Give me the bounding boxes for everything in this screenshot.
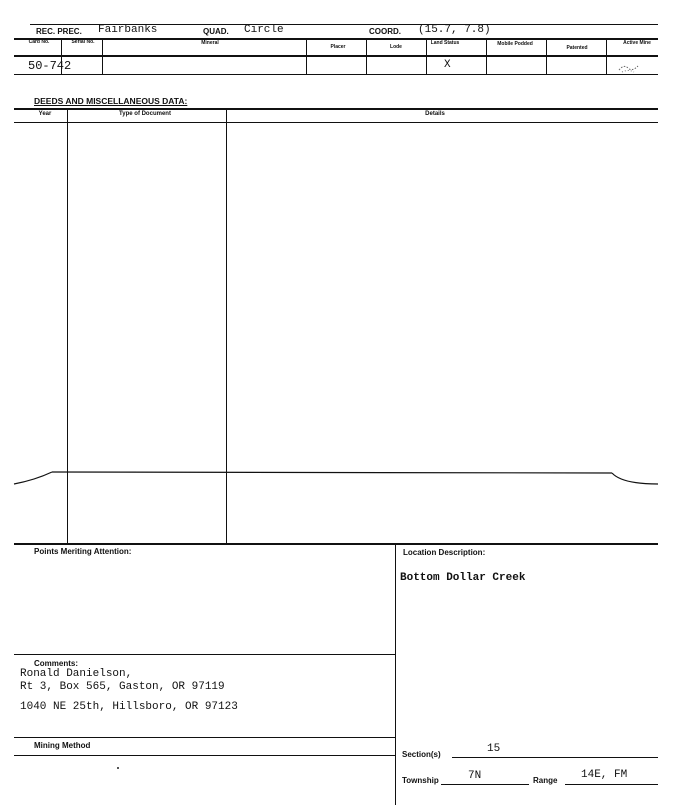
header-top-rule xyxy=(30,24,658,25)
col-serial-no: Serial No. xyxy=(71,39,95,45)
deeds-title: DEEDS AND MISCELLANEOUS DATA: xyxy=(34,96,188,106)
quad-value: Circle xyxy=(244,24,284,36)
col-divider xyxy=(486,38,487,74)
deeds-head-rule xyxy=(14,122,658,123)
location-label: Location Description: xyxy=(403,548,486,557)
comments-label: Comments: xyxy=(34,659,79,668)
township-value: 7N xyxy=(468,770,482,782)
stray-mark xyxy=(117,767,119,769)
col-land-status: Land Status xyxy=(430,40,460,46)
township-underline xyxy=(441,784,529,785)
col-details: Details xyxy=(425,111,445,117)
section-label: Section(s) xyxy=(402,750,441,759)
colhead-bottom-rule xyxy=(14,55,658,57)
township-label: Township xyxy=(402,776,439,785)
comments-top-rule xyxy=(14,654,395,655)
section-value: 15 xyxy=(487,743,501,755)
col-lode: Lode xyxy=(390,44,402,50)
comments-line1: Ronald Danielson, xyxy=(20,668,133,680)
quad-label: QUAD. xyxy=(203,27,229,36)
rec-prec-value: Fairbanks xyxy=(98,24,158,36)
lower-top-rule xyxy=(14,543,658,545)
col-card-no: Card No. xyxy=(28,39,50,45)
fold-line xyxy=(0,462,678,492)
range-underline xyxy=(565,784,658,785)
lower-center-divider xyxy=(395,543,396,805)
mining-bottom-rule xyxy=(14,755,395,756)
col-active-mine: Active Mine xyxy=(623,40,651,46)
active-mine-stamp xyxy=(616,60,642,74)
mining-label: Mining Method xyxy=(34,741,91,750)
coord-value: (15.7, 7.8) xyxy=(418,24,491,36)
comments-line3: 1040 NE 25th, Hillsboro, OR 97123 xyxy=(20,701,238,713)
col-divider xyxy=(306,38,307,74)
col-mineral: Mineral xyxy=(201,40,219,46)
col-divider xyxy=(102,38,103,74)
section-underline xyxy=(452,757,658,758)
col-divider xyxy=(606,38,607,74)
rec-prec-label: REC. PREC. xyxy=(36,27,82,36)
land-status-mark: X xyxy=(444,59,451,71)
col-year: Year xyxy=(38,111,52,117)
col-patented: Patented xyxy=(566,45,588,51)
col-divider xyxy=(546,38,547,74)
range-value: 14E, FM xyxy=(581,769,628,781)
deeds-top-rule xyxy=(14,108,658,110)
coord-label: COORD. xyxy=(369,27,401,36)
range-label: Range xyxy=(533,776,558,785)
mining-top-rule xyxy=(14,737,395,738)
header-bottom-rule xyxy=(14,38,658,40)
col-divider xyxy=(366,38,367,74)
col-mobile-podded: Mobile Podded xyxy=(497,41,533,47)
col-placer: Placer xyxy=(330,44,346,50)
col-type-of-document: Type of Document xyxy=(119,111,171,117)
col-divider xyxy=(426,38,427,74)
location-value: Bottom Dollar Creek xyxy=(400,572,526,584)
card-no-value: 50-742 xyxy=(28,59,72,73)
points-label: Points Meriting Attention: xyxy=(34,547,132,556)
datarow-bottom-rule xyxy=(14,74,658,75)
comments-line2: Rt 3, Box 565, Gaston, OR 97119 xyxy=(20,681,225,693)
